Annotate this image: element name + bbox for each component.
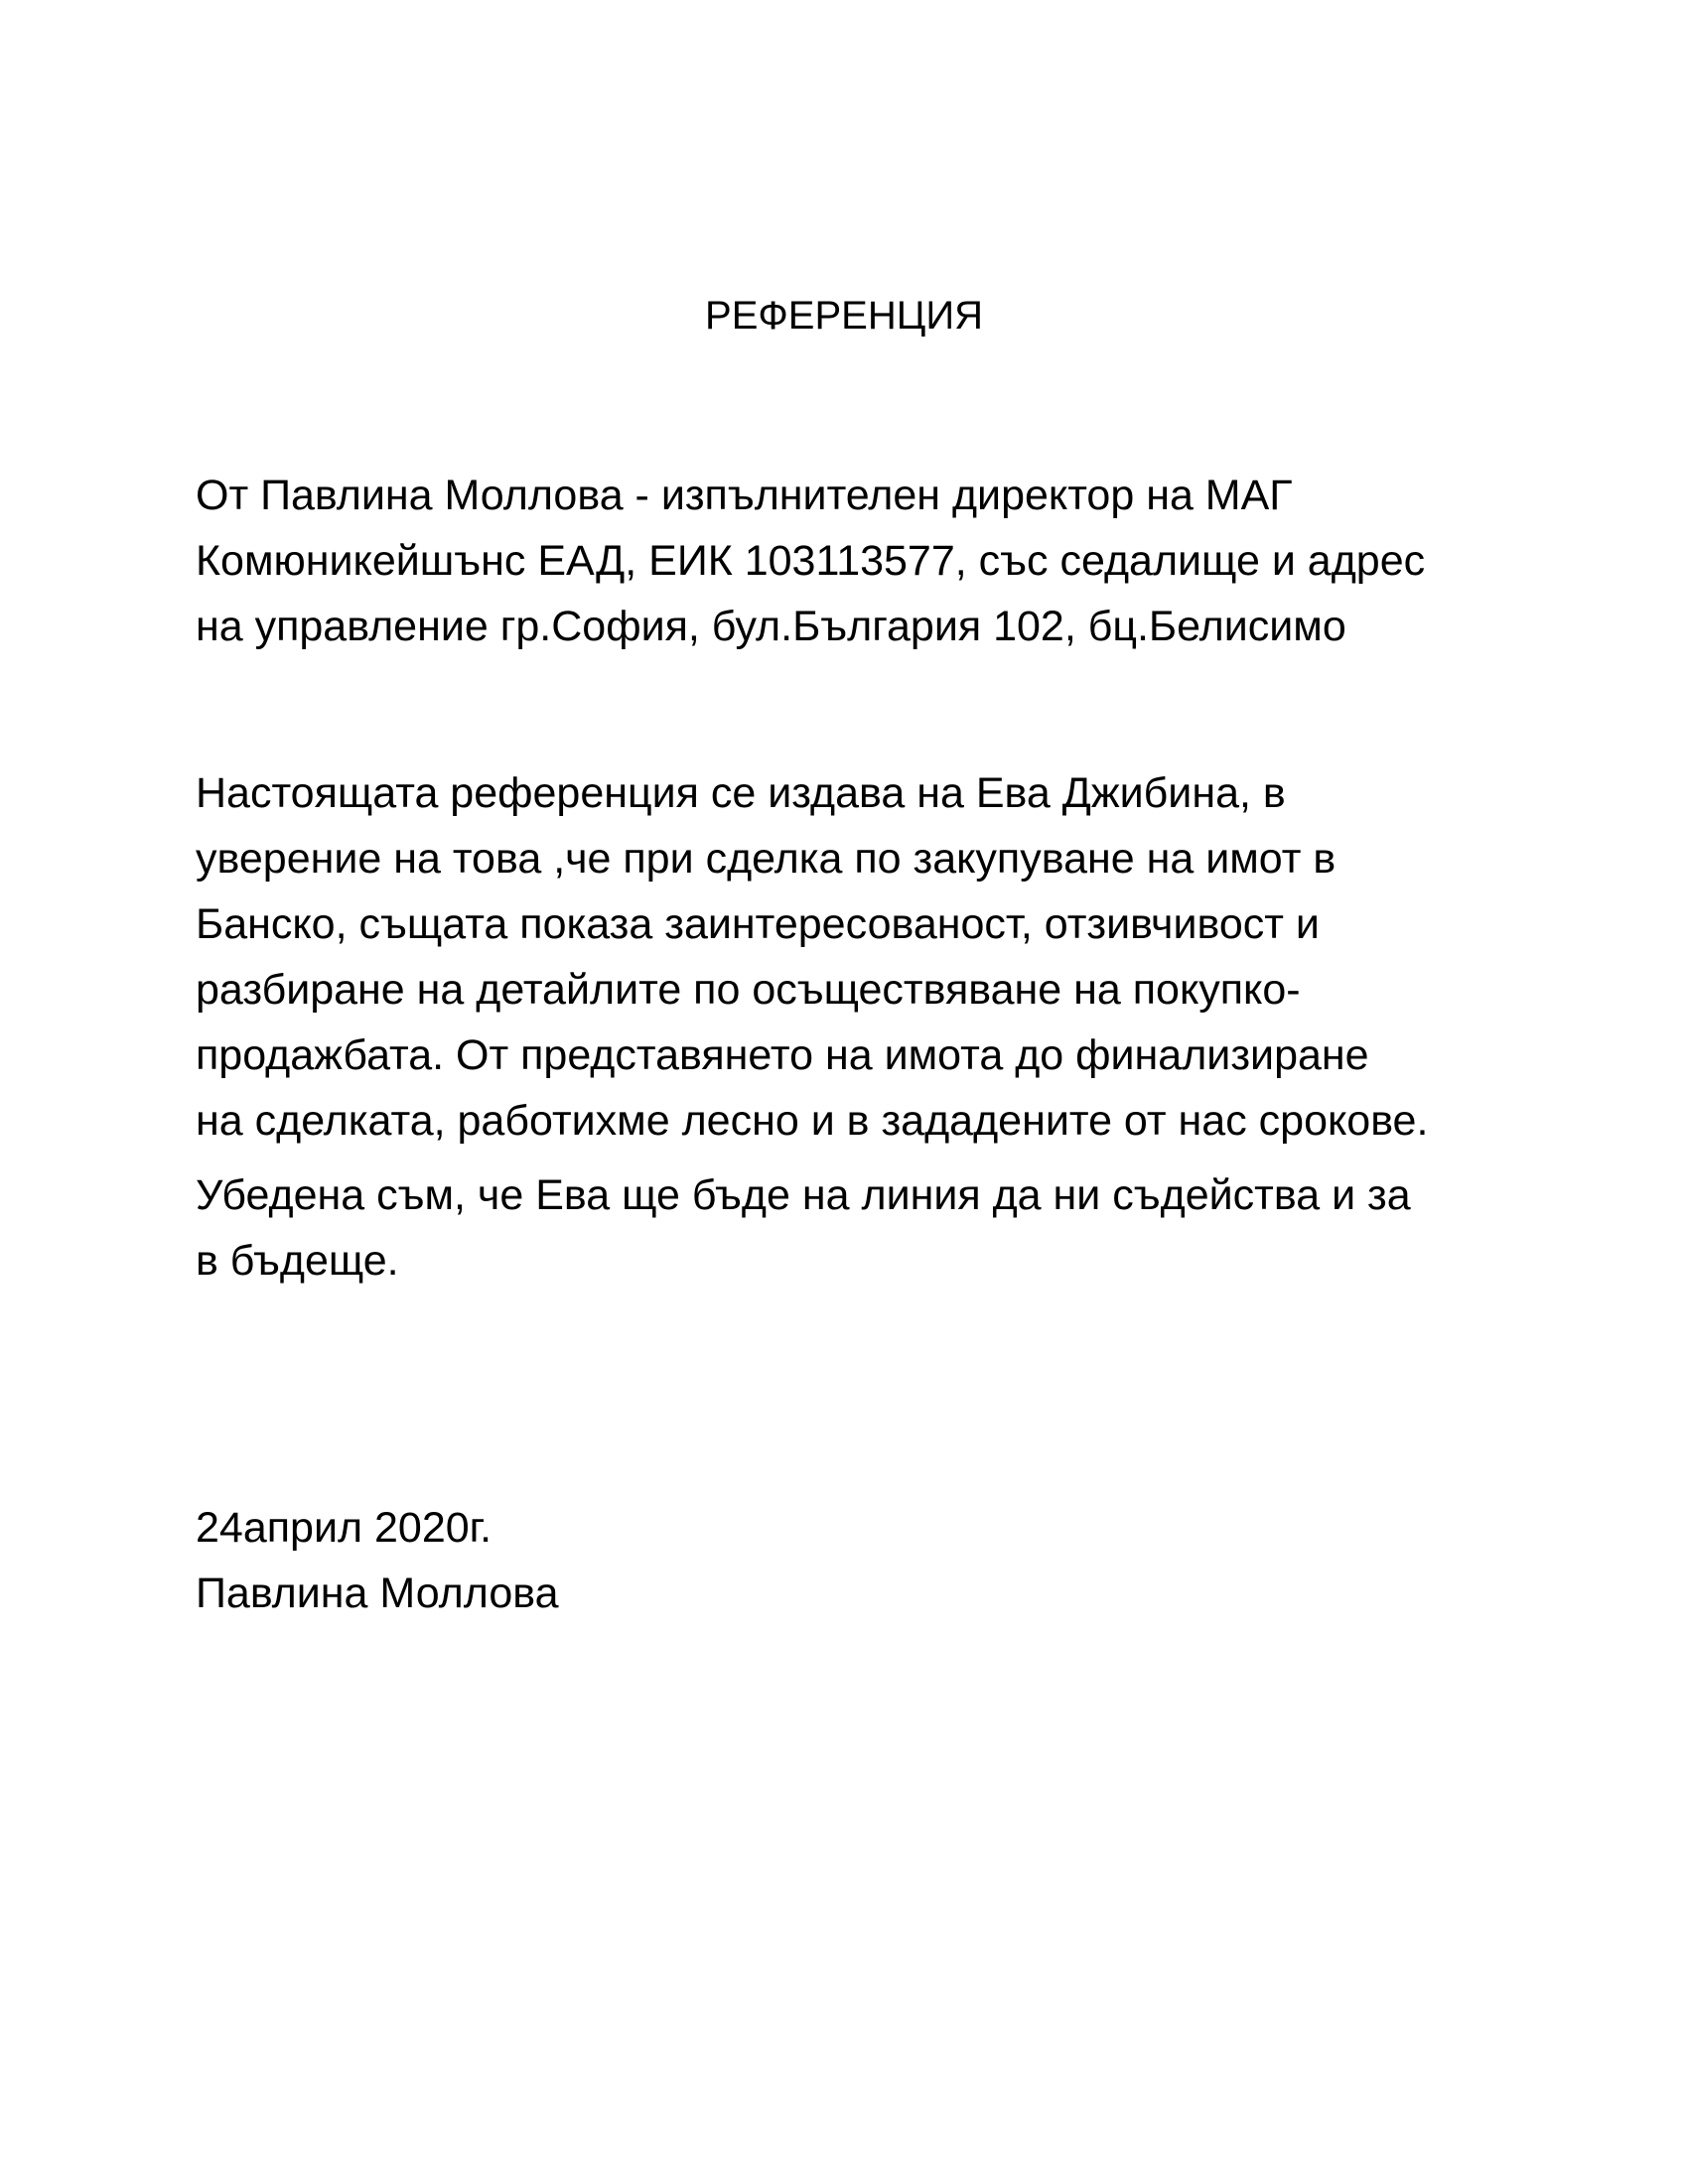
sender-info (196, 463, 1425, 659)
body-paragraph-2 (196, 1162, 1411, 1294)
date-line: 24април 2020г. (196, 1504, 492, 1552)
sender-info-line: Комюникейшънс ЕАД, ЕИК 103113577, със седалище и адрес (196, 537, 1426, 585)
body-line: Банско, същата показа заинтересованост, отзивчивост и (196, 900, 1320, 948)
body-line: продажбата. От представянето на имота до финализиране (196, 1031, 1369, 1079)
body-line: Убедена съм, че Ева ще бъде на линия да ни съдейства и за (196, 1171, 1411, 1219)
body-line: в бъдеще. (196, 1237, 399, 1285)
body-line: Настоящата референция се издава на Ева Джибина, в (196, 769, 1286, 817)
document-title: РЕФЕРЕНЦИЯ (705, 294, 983, 338)
body-line: на сделката, работихме лесно и в зададените от нас срокове. (196, 1097, 1429, 1145)
body-paragraph-1 (196, 760, 1428, 1154)
sender-info-line: на управление гр.София, бул.България 102, бц.Белисимо (196, 603, 1346, 650)
signatory-name: Павлина Моллова (196, 1570, 559, 1617)
body-line: разбиране на детайлите по осъществяване на покупко- (196, 966, 1301, 1014)
sender-info-line: От Павлина Моллова - изпълнителен директор на МАГ (196, 472, 1293, 519)
signature-block (196, 1495, 559, 1626)
body-line: уверение на това ,че при сделка по закупуване на имот в (196, 835, 1336, 883)
